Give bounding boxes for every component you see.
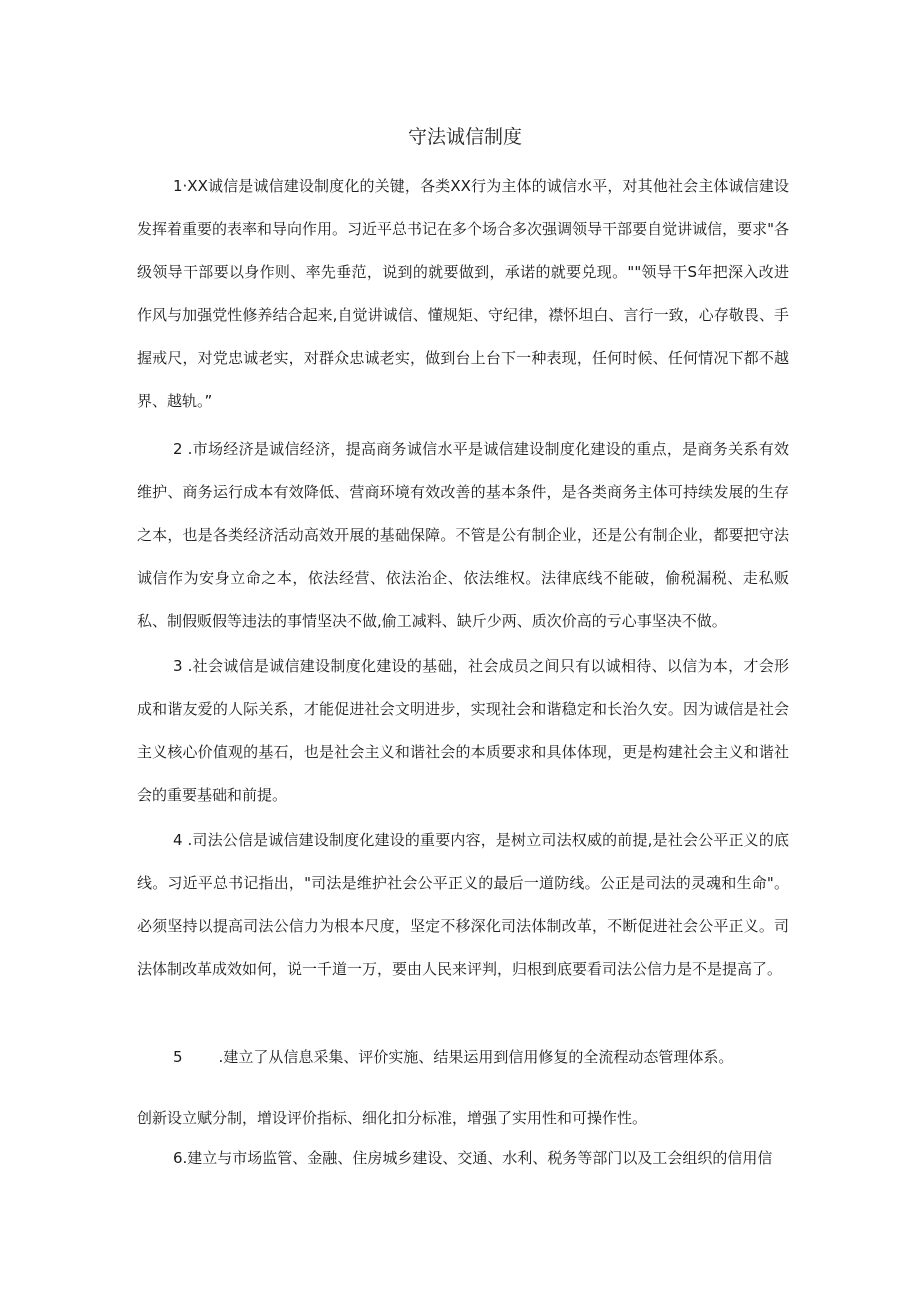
- paragraph-1: 1·XX诚信是诚信建设制度化的关键，各类XX行为主体的诚信水平，对其他社会主体诚信建设发挥着重要的表率和导向作用。习近平总书记在多个场合多次强调领导干部要自觉讲诚信，要求"各级领导干部要以身作则、率先垂范，说到的就要做到，承诺的就要兑现。""领导干S年把深入改进作风与加强党性修养结合起来,自觉讲诚信、懂规矩、守纪律，襟怀坦白、言行一致，心存敬畏、手握戒尺，对党忠诚老实，对群众忠诚老实，做到台上台下一种表现，任何时候、任何情况下都不越界、越轨。”: [137, 177, 789, 410]
- paragraph-4: 4 .司法公信是诚信建设制度化建设的重要内容，是树立司法权威的前提,是社会公平正义的底线。习近平总书记指出，"司法是维护社会公平正义的最后一道防线。公正是司法的灵魂和生命"。必须坚持以提高司法公信力为根本尺度，坚定不移深化司法体制改革，不断促进社会公平正义。司法体制改革成效如何，说一千道一万，要由人民来评判，归根到底要看司法公信力是不是提高了。: [137, 831, 789, 978]
- paragraph-5: [137, 1036, 789, 1079]
- paragraph-2: 2 .市场经济是诚信经济，提高商务诚信水平是诚信建设制度化建设的重点，是商务关系有效维护、商务运行成本有效降低、营商环境有效改善的基本条件，是各类商务主体可持续发展的生存之本，也是各类经济活动高效开展的基础保障。不管是公有制企业，还是公有制企业，都要把守法诚信作为安身立命之本，依法经营、依法治企、依法维权。法律底线不能破，偷税漏税、走私贩私、制假贩假等违法的事情坚决不做,偷工减料、缺斤少两、质次价高的亏心事坚决不做。: [137, 440, 789, 630]
- paragraph-6: 6.建立与市场监管、金融、住房城乡建设、交通、水利、税务等部门以及工会组织的信用信: [173, 1149, 773, 1167]
- paragraph-5-text: .建立了从信息采集、评价实施、结果运用到信用修复的全流程动态管理体系。: [218, 1048, 734, 1066]
- paragraph-3: 3 .社会诚信是诚信建设制度化建设的基础，社会成员之间只有以诚相待、以信为本，才会形成和谐友爱的人际关系，才能促进社会文明进步，实现社会和谐稳定和长治久安。因为诚信是社会主义核心价值观的基石，也是社会主义和谐社会的本质要求和具体体现，更是构建社会主义和谐社会的重要基础和前提。: [137, 657, 789, 804]
- paragraph-5-continuation: 创新设立赋分制，增设评价指标、细化扣分标准，增强了实用性和可操作性。: [137, 1109, 648, 1127]
- paragraph-5-number: 5: [173, 1048, 183, 1066]
- document-title: 守法诚信制度: [407, 126, 522, 148]
